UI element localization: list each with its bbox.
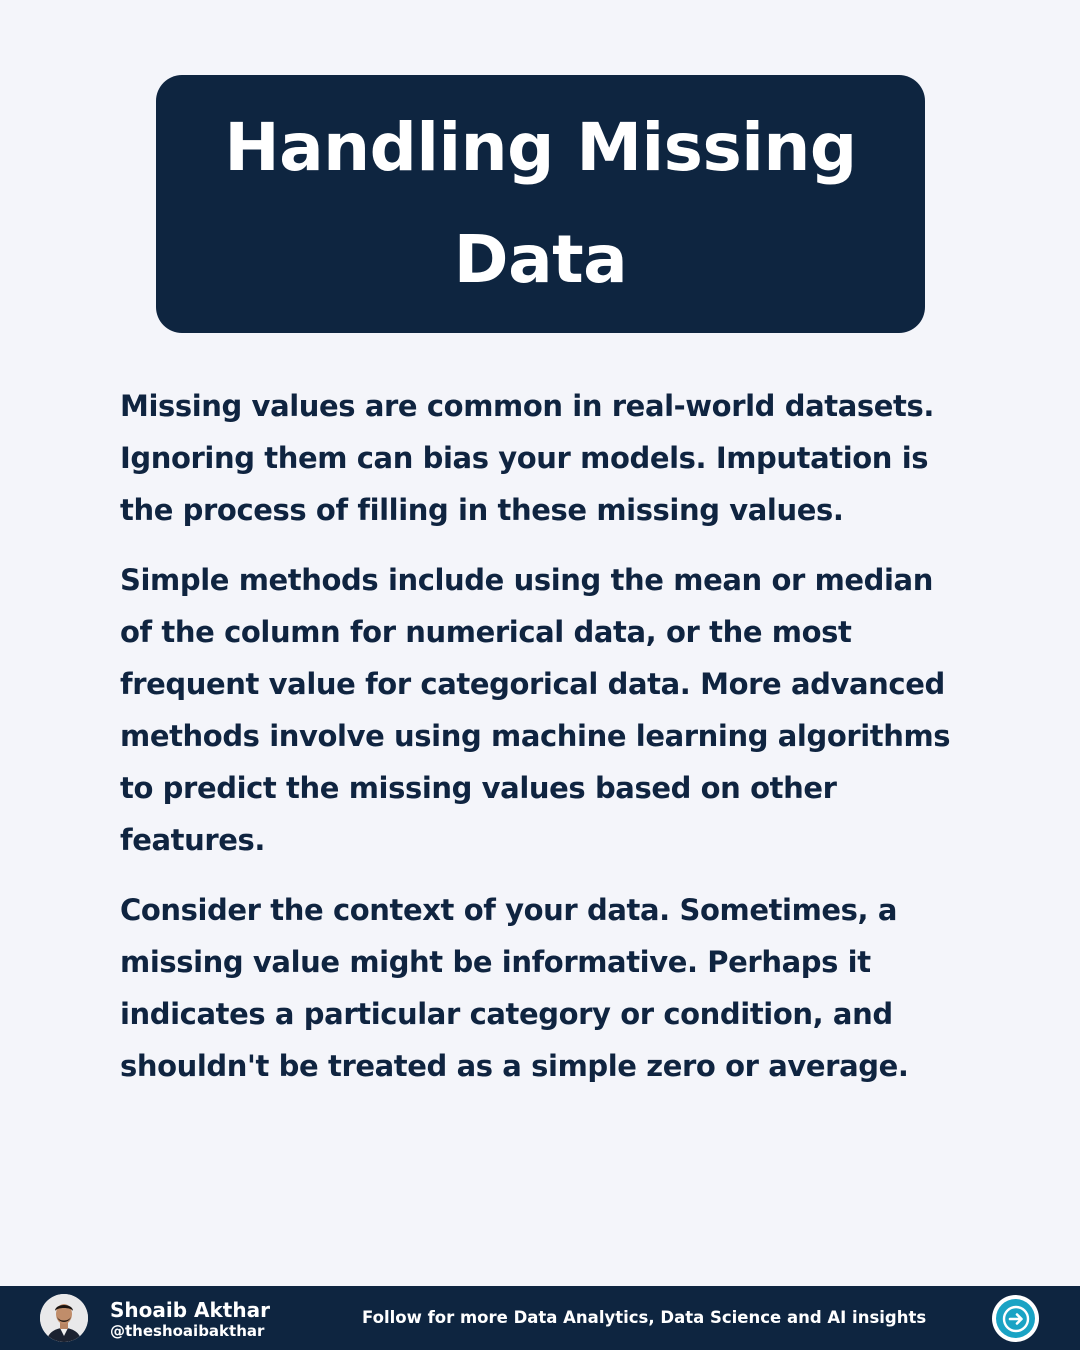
page-title: Handling Missing Data [224, 109, 857, 298]
next-button[interactable] [992, 1295, 1039, 1342]
avatar-portrait-icon [40, 1294, 88, 1342]
footer-bar [0, 1286, 1080, 1350]
avatar[interactable] [40, 1294, 88, 1342]
content-body [120, 380, 970, 1110]
author-handle[interactable]: @theshoaibakthar [110, 1322, 265, 1340]
next-button-inner [996, 1299, 1035, 1338]
paragraph-intro: Missing values are common in real-world datasets. Ignoring them can bias your models. Imputation is the process of filling in these missing values. [120, 389, 934, 527]
arrow-right-circle-icon [1002, 1305, 1030, 1333]
paragraph-context: Consider the context of your data. Sometimes, a missing value might be informative. Perhaps it indicates a particular category or condition, and shouldn't be treated as a simple zero or average. [120, 893, 909, 1083]
author-block [110, 1298, 270, 1340]
title-card [156, 75, 925, 333]
follow-text: Follow for more Data Analytics, Data Science and AI insights [362, 1308, 927, 1327]
author-name: Shoaib Akthar [110, 1298, 270, 1322]
paragraph-methods: Simple methods include using the mean or median of the column for numerical data, or the most frequent value for categorical data. More advanced methods involve using machine learning algorithms to predict the missing values based on other features. [120, 563, 951, 857]
